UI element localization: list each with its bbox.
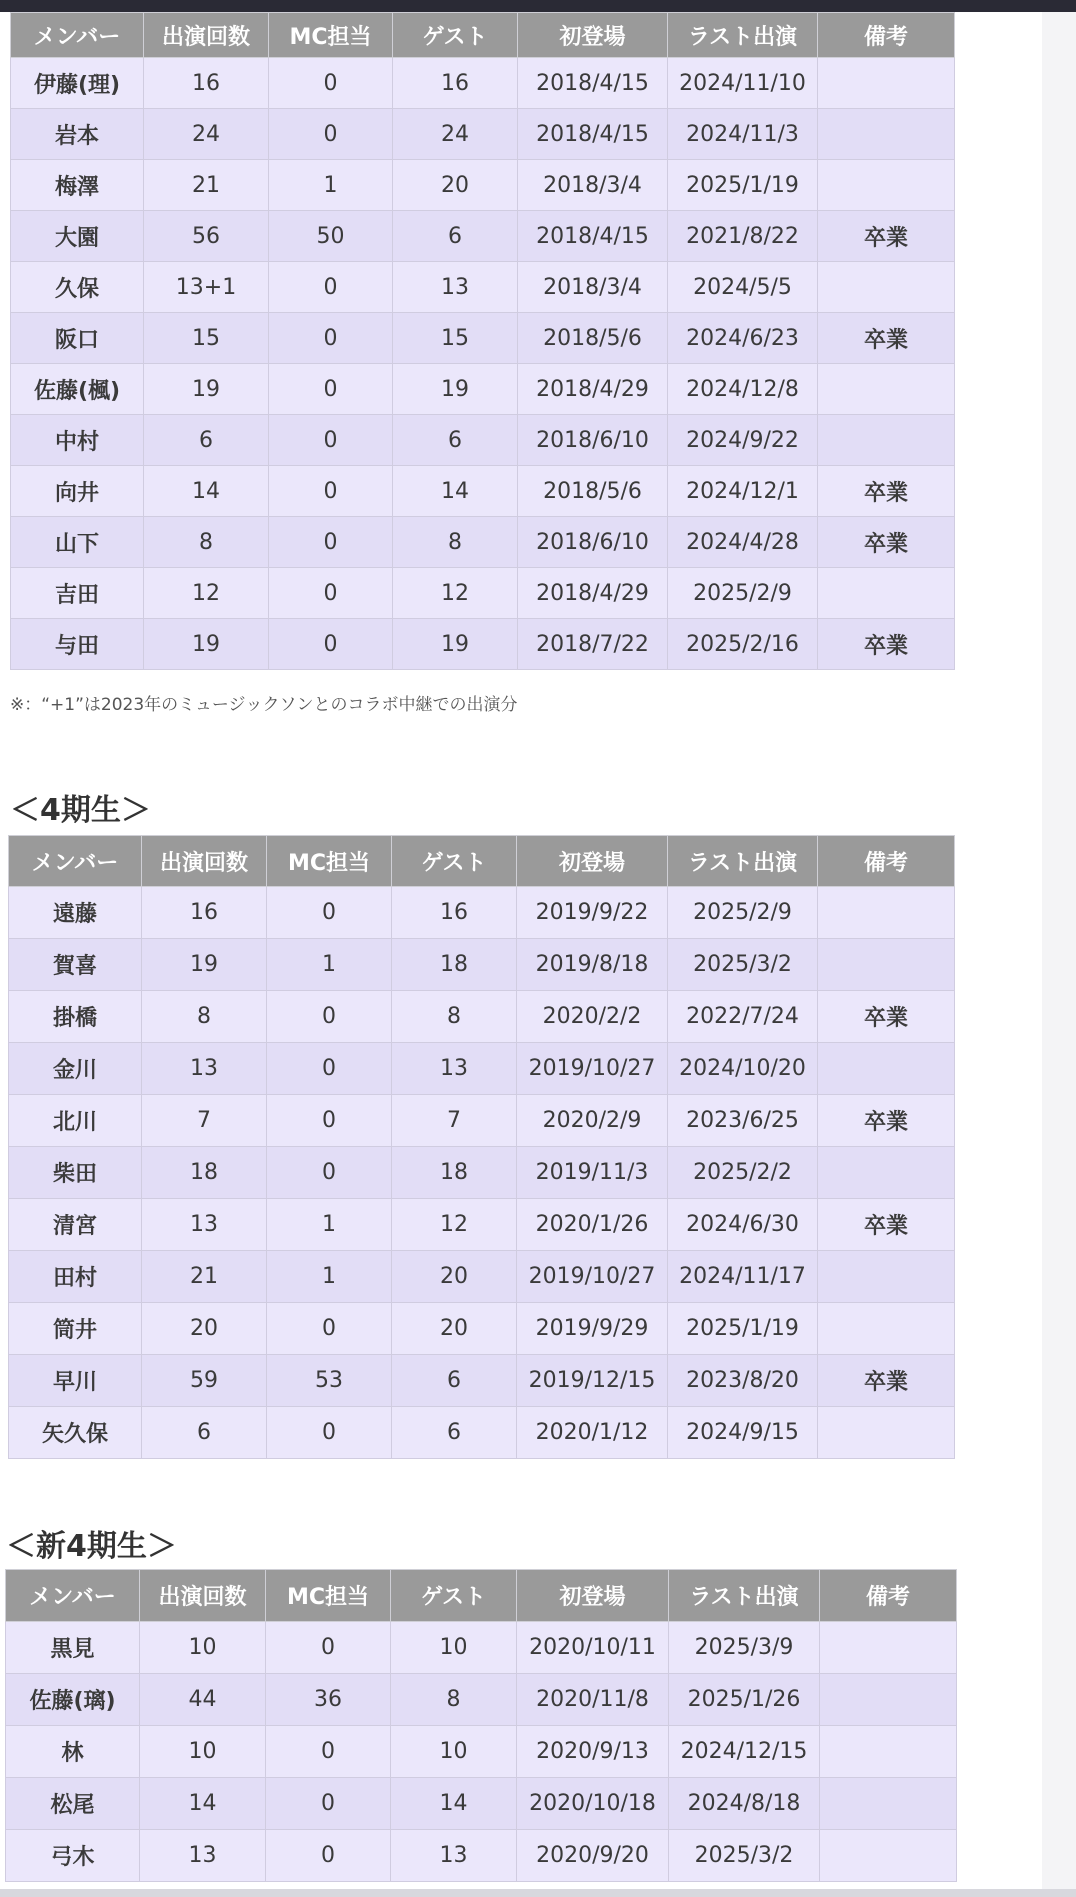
cell-appearances: 10 <box>140 1726 266 1778</box>
cell-notes: 卒業 <box>818 1355 955 1407</box>
table-row <box>11 160 955 211</box>
cell-last: 2025/3/9 <box>669 1622 820 1674</box>
cell-guest: 12 <box>393 568 518 619</box>
cell-mc: 0 <box>269 415 393 466</box>
cell-last: 2025/2/9 <box>668 887 818 939</box>
cell-first: 2018/3/4 <box>518 160 668 211</box>
cell-member: 佐藤(璃) <box>6 1674 140 1726</box>
cell-last: 2023/8/20 <box>668 1355 818 1407</box>
cell-mc: 1 <box>267 1251 392 1303</box>
cell-last: 2024/9/15 <box>668 1407 818 1459</box>
cell-appearances: 6 <box>144 415 269 466</box>
cell-appearances: 14 <box>144 466 269 517</box>
col-header-notes: 備考 <box>818 13 955 58</box>
cell-mc: 0 <box>267 1303 392 1355</box>
cell-notes <box>818 364 955 415</box>
table-row <box>9 939 955 991</box>
cell-last: 2024/12/1 <box>668 466 818 517</box>
col-header-first: 初登場 <box>518 13 668 58</box>
cell-guest: 19 <box>393 364 518 415</box>
cell-notes <box>818 1251 955 1303</box>
cell-mc: 0 <box>269 58 393 109</box>
cell-mc: 0 <box>267 1147 392 1199</box>
cell-notes <box>818 160 955 211</box>
cell-guest: 16 <box>393 58 518 109</box>
cell-first: 2018/4/29 <box>518 364 668 415</box>
cell-guest: 16 <box>392 887 517 939</box>
section-heading-gen4: ＜4期生＞ <box>10 793 151 828</box>
cell-notes <box>820 1674 957 1726</box>
cell-first: 2020/11/8 <box>517 1674 669 1726</box>
cell-first: 2018/4/15 <box>518 58 668 109</box>
cell-notes <box>818 1407 955 1459</box>
cell-appearances: 24 <box>144 109 269 160</box>
cell-mc: 0 <box>269 568 393 619</box>
cell-guest: 18 <box>392 939 517 991</box>
cell-mc: 1 <box>267 939 392 991</box>
cell-guest: 10 <box>391 1622 517 1674</box>
section-heading-gen4-new: ＜新4期生＞ <box>6 1529 177 1564</box>
cell-guest: 13 <box>393 262 518 313</box>
table-row <box>6 1726 957 1778</box>
cell-appearances: 56 <box>144 211 269 262</box>
cell-appearances: 19 <box>142 939 267 991</box>
cell-first: 2018/4/15 <box>518 109 668 160</box>
cell-last: 2025/1/19 <box>668 1303 818 1355</box>
cell-notes <box>818 415 955 466</box>
footnote: ※：“+1”は2023年のミュージックソンとのコラボ中継での出演分 <box>10 695 518 715</box>
cell-last: 2022/7/24 <box>668 991 818 1043</box>
col-header-appearances: 出演回数 <box>140 1570 266 1622</box>
cell-mc: 0 <box>267 1095 392 1147</box>
cell-last: 2025/3/2 <box>669 1830 820 1882</box>
cell-member: 林 <box>6 1726 140 1778</box>
cell-last: 2024/12/8 <box>668 364 818 415</box>
cell-notes <box>818 58 955 109</box>
table-row <box>11 313 955 364</box>
cell-first: 2018/3/4 <box>518 262 668 313</box>
cell-notes <box>820 1830 957 1882</box>
cell-member: 早川 <box>9 1355 142 1407</box>
col-header-member: メンバー <box>6 1570 140 1622</box>
cell-mc: 36 <box>266 1674 391 1726</box>
cell-member: 吉田 <box>11 568 144 619</box>
cell-guest: 6 <box>393 211 518 262</box>
cell-first: 2020/10/18 <box>517 1778 669 1830</box>
cell-guest: 6 <box>392 1407 517 1459</box>
cell-appearances: 16 <box>144 58 269 109</box>
cell-appearances: 13 <box>142 1199 267 1251</box>
table-row <box>11 211 955 262</box>
cell-last: 2025/1/26 <box>669 1674 820 1726</box>
cell-first: 2020/9/20 <box>517 1830 669 1882</box>
table-row <box>11 517 955 568</box>
cell-mc: 53 <box>267 1355 392 1407</box>
table-header-row <box>9 836 955 887</box>
cell-notes <box>818 1147 955 1199</box>
cell-first: 2020/1/12 <box>517 1407 668 1459</box>
cell-first: 2018/4/15 <box>518 211 668 262</box>
cell-guest: 12 <box>392 1199 517 1251</box>
cell-member: 与田 <box>11 619 144 670</box>
cell-guest: 10 <box>391 1726 517 1778</box>
cell-member: 黒見 <box>6 1622 140 1674</box>
col-header-appearances: 出演回数 <box>144 13 269 58</box>
cell-mc: 0 <box>266 1622 391 1674</box>
cell-appearances: 19 <box>144 364 269 415</box>
cell-guest: 14 <box>393 466 518 517</box>
gen4-new-table <box>5 1569 957 1882</box>
cell-last: 2024/4/28 <box>668 517 818 568</box>
col-header-mc: MC担当 <box>267 836 392 887</box>
cell-last: 2025/3/2 <box>668 939 818 991</box>
cell-appearances: 18 <box>142 1147 267 1199</box>
cell-appearances: 16 <box>142 887 267 939</box>
cell-notes <box>818 262 955 313</box>
cell-guest: 13 <box>392 1043 517 1095</box>
cell-member: 清宮 <box>9 1199 142 1251</box>
table-row <box>6 1674 957 1726</box>
cell-notes <box>818 109 955 160</box>
cell-first: 2020/1/26 <box>517 1199 668 1251</box>
cell-member: 梅澤 <box>11 160 144 211</box>
table-row <box>11 568 955 619</box>
cell-mc: 0 <box>267 887 392 939</box>
cell-guest: 24 <box>393 109 518 160</box>
cell-mc: 0 <box>267 991 392 1043</box>
cell-appearances: 12 <box>144 568 269 619</box>
col-header-guest: ゲスト <box>393 13 518 58</box>
cell-member: 矢久保 <box>9 1407 142 1459</box>
cell-mc: 1 <box>267 1199 392 1251</box>
cell-first: 2019/9/22 <box>517 887 668 939</box>
page-right-gutter <box>1042 12 1076 1897</box>
cell-first: 2019/12/15 <box>517 1355 668 1407</box>
cell-notes <box>818 887 955 939</box>
cell-notes <box>820 1726 957 1778</box>
cell-guest: 19 <box>393 619 518 670</box>
cell-first: 2020/2/9 <box>517 1095 668 1147</box>
cell-last: 2025/2/9 <box>668 568 818 619</box>
cell-last: 2023/6/25 <box>668 1095 818 1147</box>
cell-member: 北川 <box>9 1095 142 1147</box>
cell-first: 2020/2/2 <box>517 991 668 1043</box>
cell-first: 2020/10/11 <box>517 1622 669 1674</box>
cell-notes <box>820 1622 957 1674</box>
cell-last: 2024/11/17 <box>668 1251 818 1303</box>
table-row <box>9 1303 955 1355</box>
cell-guest: 6 <box>392 1355 517 1407</box>
col-header-member: メンバー <box>9 836 142 887</box>
cell-mc: 0 <box>269 517 393 568</box>
cell-mc: 1 <box>269 160 393 211</box>
cell-notes <box>820 1778 957 1830</box>
cell-mc: 0 <box>266 1726 391 1778</box>
cell-member: 大園 <box>11 211 144 262</box>
table-row <box>9 1407 955 1459</box>
table-row <box>11 262 955 313</box>
col-header-notes: 備考 <box>818 836 955 887</box>
cell-member: 久保 <box>11 262 144 313</box>
cell-guest: 20 <box>392 1251 517 1303</box>
cell-first: 2020/9/13 <box>517 1726 669 1778</box>
table-row <box>6 1622 957 1674</box>
col-header-guest: ゲスト <box>391 1570 517 1622</box>
cell-last: 2025/2/2 <box>668 1147 818 1199</box>
cell-first: 2018/4/29 <box>518 568 668 619</box>
cell-mc: 0 <box>269 109 393 160</box>
cell-first: 2018/6/10 <box>518 415 668 466</box>
cell-notes: 卒業 <box>818 313 955 364</box>
cell-notes: 卒業 <box>818 1199 955 1251</box>
table-row <box>11 109 955 160</box>
cell-notes: 卒業 <box>818 211 955 262</box>
cell-mc: 0 <box>266 1778 391 1830</box>
cell-last: 2025/1/19 <box>668 160 818 211</box>
cell-mc: 0 <box>269 364 393 415</box>
col-header-mc: MC担当 <box>266 1570 391 1622</box>
cell-first: 2018/5/6 <box>518 466 668 517</box>
cell-member: 金川 <box>9 1043 142 1095</box>
col-header-last: ラスト出演 <box>669 1570 820 1622</box>
table-row <box>9 1095 955 1147</box>
table-row <box>11 415 955 466</box>
cell-appearances: 10 <box>140 1622 266 1674</box>
cell-appearances: 7 <box>142 1095 267 1147</box>
cell-last: 2024/5/5 <box>668 262 818 313</box>
cell-member: 向井 <box>11 466 144 517</box>
cell-notes <box>818 1303 955 1355</box>
cell-mc: 0 <box>267 1043 392 1095</box>
cell-appearances: 44 <box>140 1674 266 1726</box>
table-row <box>6 1830 957 1882</box>
cell-guest: 8 <box>391 1674 517 1726</box>
cell-first: 2018/5/6 <box>518 313 668 364</box>
cell-member: 田村 <box>9 1251 142 1303</box>
gen3-table <box>10 12 955 670</box>
col-header-last: ラスト出演 <box>668 836 818 887</box>
cell-guest: 18 <box>392 1147 517 1199</box>
col-header-mc: MC担当 <box>269 13 393 58</box>
cell-member: 松尾 <box>6 1778 140 1830</box>
table-row <box>9 1043 955 1095</box>
cell-member: 賀喜 <box>9 939 142 991</box>
cell-notes: 卒業 <box>818 517 955 568</box>
cell-mc: 0 <box>269 466 393 517</box>
cell-guest: 8 <box>392 991 517 1043</box>
cell-mc: 0 <box>269 313 393 364</box>
cell-first: 2019/9/29 <box>517 1303 668 1355</box>
cell-member: 遠藤 <box>9 887 142 939</box>
cell-mc: 0 <box>266 1830 391 1882</box>
cell-member: 佐藤(楓) <box>11 364 144 415</box>
cell-guest: 7 <box>392 1095 517 1147</box>
cell-guest: 6 <box>393 415 518 466</box>
cell-appearances: 21 <box>144 160 269 211</box>
cell-member: 伊藤(理) <box>11 58 144 109</box>
cell-last: 2024/9/22 <box>668 415 818 466</box>
cell-member: 岩本 <box>11 109 144 160</box>
cell-mc: 0 <box>269 619 393 670</box>
cell-first: 2018/7/22 <box>518 619 668 670</box>
cell-last: 2024/6/30 <box>668 1199 818 1251</box>
cell-appearances: 21 <box>142 1251 267 1303</box>
col-header-member: メンバー <box>11 13 144 58</box>
col-header-first: 初登場 <box>517 836 668 887</box>
table-row <box>9 887 955 939</box>
cell-first: 2019/8/18 <box>517 939 668 991</box>
cell-last: 2024/6/23 <box>668 313 818 364</box>
cell-appearances: 8 <box>142 991 267 1043</box>
cell-appearances: 13 <box>142 1043 267 1095</box>
gen4-table <box>8 835 955 1459</box>
cell-last: 2024/10/20 <box>668 1043 818 1095</box>
cell-appearances: 13 <box>140 1830 266 1882</box>
cell-appearances: 59 <box>142 1355 267 1407</box>
cell-notes <box>818 1043 955 1095</box>
cell-first: 2019/11/3 <box>517 1147 668 1199</box>
table-row <box>11 619 955 670</box>
cell-appearances: 8 <box>144 517 269 568</box>
col-header-first: 初登場 <box>517 1570 669 1622</box>
cell-appearances: 15 <box>144 313 269 364</box>
table-header-row <box>6 1570 957 1622</box>
cell-member: 柴田 <box>9 1147 142 1199</box>
table-row <box>11 58 955 109</box>
cell-first: 2018/6/10 <box>518 517 668 568</box>
col-header-appearances: 出演回数 <box>142 836 267 887</box>
cell-notes: 卒業 <box>818 1095 955 1147</box>
cell-last: 2021/8/22 <box>668 211 818 262</box>
cell-member: 筒井 <box>9 1303 142 1355</box>
cell-mc: 50 <box>269 211 393 262</box>
cell-member: 中村 <box>11 415 144 466</box>
cell-last: 2024/11/3 <box>668 109 818 160</box>
cell-appearances: 19 <box>144 619 269 670</box>
cell-member: 山下 <box>11 517 144 568</box>
table-row <box>9 1355 955 1407</box>
cell-guest: 8 <box>393 517 518 568</box>
cell-appearances: 14 <box>140 1778 266 1830</box>
cell-mc: 0 <box>267 1407 392 1459</box>
cell-notes: 卒業 <box>818 991 955 1043</box>
cell-notes <box>818 568 955 619</box>
cell-first: 2019/10/27 <box>517 1043 668 1095</box>
cell-appearances: 20 <box>142 1303 267 1355</box>
cell-mc: 0 <box>269 262 393 313</box>
table-row <box>9 1251 955 1303</box>
cell-last: 2024/11/10 <box>668 58 818 109</box>
cell-guest: 20 <box>392 1303 517 1355</box>
cell-guest: 20 <box>393 160 518 211</box>
table-row <box>11 466 955 517</box>
table-row <box>9 1199 955 1251</box>
cell-notes: 卒業 <box>818 619 955 670</box>
cell-last: 2024/12/15 <box>669 1726 820 1778</box>
cell-guest: 14 <box>391 1778 517 1830</box>
bottom-edge <box>0 1889 1076 1897</box>
cell-member: 阪口 <box>11 313 144 364</box>
table-row <box>9 991 955 1043</box>
top-status-bar <box>0 0 1076 12</box>
cell-appearances: 6 <box>142 1407 267 1459</box>
cell-appearances: 13+1 <box>144 262 269 313</box>
col-header-last: ラスト出演 <box>668 13 818 58</box>
cell-guest: 15 <box>393 313 518 364</box>
cell-last: 2024/8/18 <box>669 1778 820 1830</box>
cell-member: 掛橋 <box>9 991 142 1043</box>
table-row <box>11 364 955 415</box>
cell-last: 2025/2/16 <box>668 619 818 670</box>
cell-notes <box>818 939 955 991</box>
cell-notes: 卒業 <box>818 466 955 517</box>
cell-guest: 13 <box>391 1830 517 1882</box>
cell-member: 弓木 <box>6 1830 140 1882</box>
table-row <box>6 1778 957 1830</box>
col-header-guest: ゲスト <box>392 836 517 887</box>
table-header-row <box>11 13 955 58</box>
table-row <box>9 1147 955 1199</box>
cell-first: 2019/10/27 <box>517 1251 668 1303</box>
col-header-notes: 備考 <box>820 1570 957 1622</box>
